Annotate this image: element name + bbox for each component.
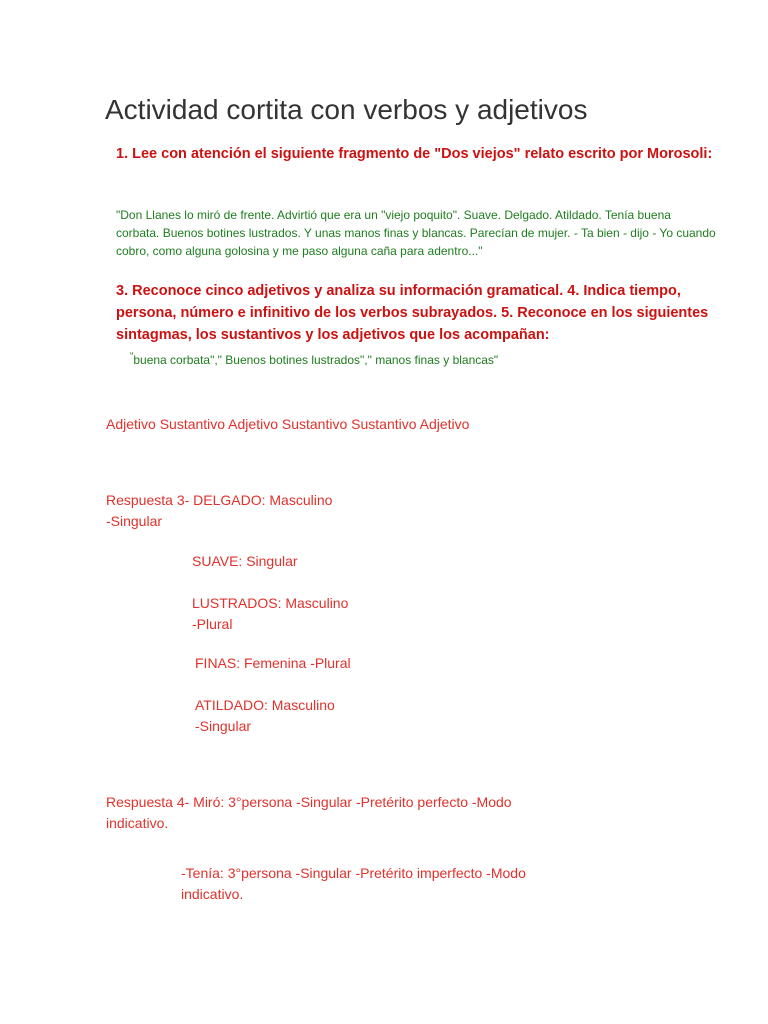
answer-3-lustrados-line2: -Plural [192, 616, 233, 632]
opening-quote-mark: “ [130, 351, 134, 362]
answer-3-delgado [106, 490, 406, 532]
answer-3-lustrados [192, 593, 492, 635]
questions-3-4-5: 3. Reconoce cinco adjetivos y analiza su información gramatical. 4. Indica tiempo, persona, número e infinitivo de los verbos subrayados. 5. Reconoce en los siguientes sintagmas, los sustantivos y los adjetivos que los acompañan: [116, 283, 709, 343]
answer-4-tenia [181, 863, 601, 905]
answer-4-tenia-line2: indicativo. [181, 886, 244, 902]
word-class-labels: Adjetivo Sustantivo Adjetivo Sustantivo Sustantivo Adjetivo [106, 416, 470, 432]
question-1: 1. Lee con atención el siguiente fragmento de "Dos viejos" relato escrito por Morosoli: [116, 146, 713, 162]
answer-3-finas: FINAS: Femenina -Plural [195, 655, 351, 671]
answer-3-atildado [195, 695, 495, 737]
answer-4-miro [106, 792, 566, 834]
answer-4-miro-line1: Respuesta 4- Miró: 3°persona -Singular -Pretérito perfecto -Modo [106, 794, 512, 810]
phrases-text: buena corbata"," Buenos botines lustrados"," manos finas y blancas" [133, 353, 499, 367]
answer-3-delgado-line2: -Singular [106, 513, 163, 529]
answer-3-atildado-line2: -Singular [195, 718, 252, 734]
answer-4-tenia-line1: -Tenía: 3°persona -Singular -Pretérito imperfecto -Modo [181, 865, 526, 881]
answer-3-suave: SUAVE: Singular [192, 553, 298, 569]
answer-3-atildado-line1: ATILDADO: Masculino [195, 697, 335, 713]
answer-3-lustrados-line1: LUSTRADOS: Masculino [192, 595, 349, 611]
answer-4-miro-line2: indicativo. [106, 815, 169, 831]
answer-3-delgado-line1: Respuesta 3- DELGADO: Masculino [106, 492, 333, 508]
phrases-quote [130, 348, 690, 369]
text-fragment: "Don Llanes lo miró de frente. Advirtió que era un "viejo poquito". Suave. Delgado. Atildado. Tenía buena corbata. Buenos botines lustrados. Y unas manos finas y blancas. Parecían de mujer. - Ta bien - dijo - Yo cuando cobro, como alguna golosina y me paso alguna caña para adentro..." [116, 208, 716, 258]
page-title: Actividad cortita con verbos y adjetivos [105, 94, 588, 125]
